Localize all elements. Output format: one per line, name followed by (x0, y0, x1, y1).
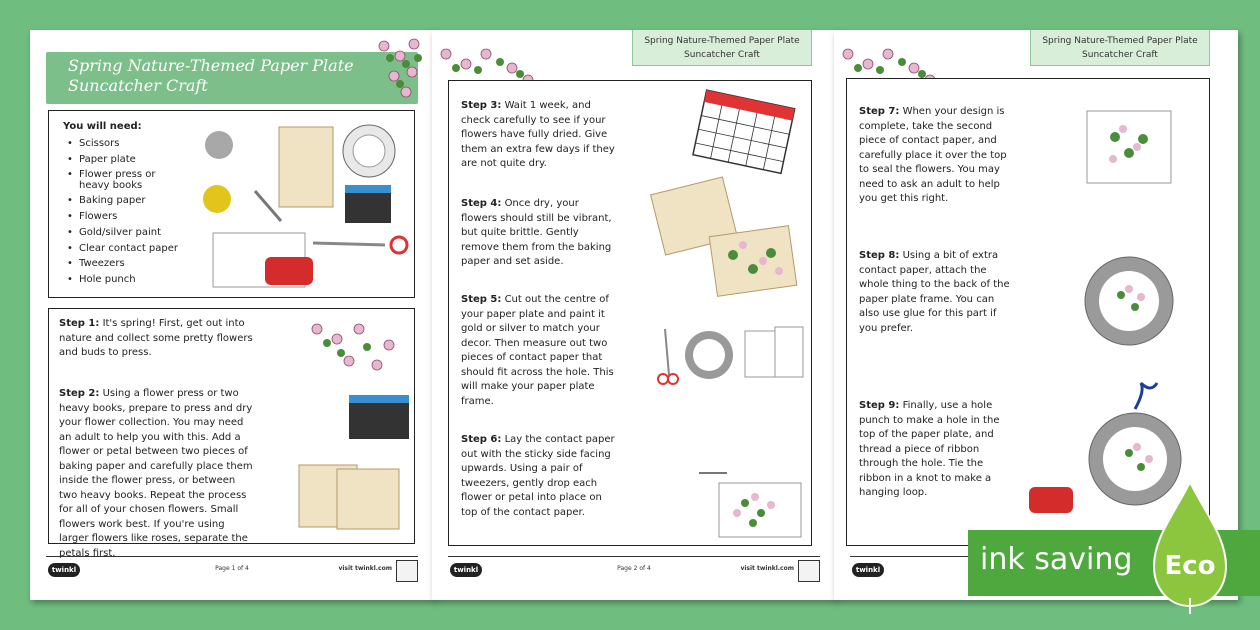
scissors-icon (313, 243, 385, 245)
step-3 (461, 99, 615, 172)
materials-list (65, 136, 189, 288)
quality-seal-icon (396, 560, 418, 582)
flower-corner-icon (366, 32, 428, 104)
step-label: Step 8: (859, 250, 900, 261)
steps-box (48, 308, 415, 559)
step-text: When your design is complete, take the second piece of contact paper, and carefully place it over the top to seal the flowers. You may need to ask an adult to help you get this right. (859, 106, 1007, 204)
materials-illustration (189, 117, 411, 293)
eco-label: Eco (1164, 551, 1216, 581)
step-label: Step 6: (461, 434, 502, 445)
step-text: Using a bit of extra contact paper, attach the whole thing to the back of the paper plate frame. You can also use glue for this part if you prefer. (859, 250, 1010, 334)
list-item: • Paper plate (65, 152, 189, 168)
list-item: • Tweezers (65, 256, 189, 272)
twinkl-logo: twinkl (852, 563, 884, 577)
step-2 (59, 387, 255, 561)
page-title (68, 56, 354, 96)
steps-illustration (269, 315, 409, 537)
title-line-1: Spring Nature-Themed Paper Plate (68, 56, 354, 75)
hole-punch-icon (1029, 487, 1073, 513)
list-item-text: Flower press or heavy books (79, 169, 156, 192)
baking-paper-icon (279, 127, 333, 207)
silver-paint-icon (205, 131, 233, 159)
step-label: Step 7: (859, 106, 900, 117)
calendar-icon (693, 90, 795, 173)
step-text: Wait 1 week, and check carefully to see if your flowers have fully dried. Give them an extra few days if they are not quite dry. (461, 100, 615, 169)
header-line-2: Suncatcher Craft (1082, 50, 1158, 60)
ink-saving-label: ink saving (980, 542, 1133, 577)
heavy-books-icon (345, 193, 391, 223)
step-text: Once dry, your flowers should still be vibrant, but quite brittle. Gently remove them from the baking paper and set aside. (461, 198, 612, 267)
list-item: • Hole punch (65, 272, 189, 288)
step-text: Cut out the centre of your paper plate and paint it gold or silver to match your decor. Then measure out two pieces of contact paper that should fit across the hole. This will make your paper plate frame. (461, 294, 614, 407)
step-5 (461, 293, 615, 409)
twinkl-logo: twinkl (450, 563, 482, 577)
title-line-2: Suncatcher Craft (68, 76, 208, 95)
step-8 (859, 249, 1015, 336)
header-line-1: Spring Nature-Themed Paper Plate (644, 36, 800, 46)
steps-box (846, 78, 1210, 546)
ribbon-icon (1135, 383, 1157, 409)
step-text: Using a flower press or two heavy books, prepare to press and dry your flower collection. You may need an adult to help you with this. Add a flower or petal between two pieces of baking paper and carefully place them inside the flower press, or between two heavy books. Repeat the process for all of your chosen flowers. Small flowers work best. If you're using larger flowers like roses, separate the petals first. (59, 388, 253, 559)
list-item: • Scissors (65, 136, 189, 152)
page-2 (432, 30, 836, 600)
tweezers-icon (255, 191, 281, 221)
step-6 (461, 433, 615, 520)
twinkl-logo: twinkl (48, 563, 80, 577)
step-label: Step 1: (59, 318, 100, 329)
header-tab (1030, 30, 1210, 66)
steps-illustration (1017, 83, 1207, 543)
eco-drop-icon (1148, 478, 1232, 616)
page-footer (46, 556, 418, 587)
step-9 (859, 399, 1015, 501)
sealed-contact-paper-icon (1087, 111, 1171, 183)
step-label: Step 5: (461, 294, 502, 305)
page-1 (30, 30, 434, 600)
header-tab (632, 30, 812, 66)
step-label: Step 9: (859, 400, 900, 411)
page-number: Page 2 of 4 (617, 565, 651, 572)
you-will-need-label: You will need: (63, 121, 142, 132)
title-banner (46, 52, 418, 104)
list-item: • Clear contact paper (65, 241, 189, 257)
page-footer (448, 556, 820, 587)
list-item: • Gold/silver paint (65, 225, 189, 241)
header-line-1: Spring Nature-Themed Paper Plate (1042, 36, 1198, 46)
page-number: Page 1 of 4 (215, 565, 249, 572)
gold-paint-icon (203, 185, 231, 213)
contact-paper-icon (745, 331, 775, 377)
steps-illustration (637, 85, 809, 541)
step-4 (461, 197, 615, 270)
header-line-2: Suncatcher Craft (684, 50, 760, 60)
visit-link: visit twinkl.com (740, 565, 794, 572)
step-text: It's spring! First, get out into nature and collect some pretty flowers and buds to press. (59, 318, 253, 358)
scissors-icon (665, 329, 669, 375)
step-text: Lay the contact paper out with the sticky side facing upwards. Using a pair of tweezers, gently drop each flower or petal into place on top of the contact paper. (461, 434, 615, 518)
steps-box (448, 80, 812, 546)
step-1 (59, 317, 255, 361)
visit-link: visit twinkl.com (338, 565, 392, 572)
step-7 (859, 105, 1015, 207)
list-item (65, 167, 189, 193)
flowers-icon (312, 324, 394, 370)
step-text: Finally, use a hole punch to make a hole in the top of the paper plate, and thread a piece of ribbon through the hole. Tie the ribbon in a knot to make a hanging loop. (859, 400, 1000, 498)
list-item: • Flowers (65, 209, 189, 225)
step-label: Step 2: (59, 388, 100, 399)
hole-punch-icon (265, 257, 313, 285)
step-label: Step 3: (461, 100, 502, 111)
heavy-books-icon (349, 403, 409, 439)
step-label: Step 4: (461, 198, 502, 209)
materials-box (48, 110, 415, 298)
list-item: • Baking paper (65, 193, 189, 209)
quality-seal-icon (798, 560, 820, 582)
